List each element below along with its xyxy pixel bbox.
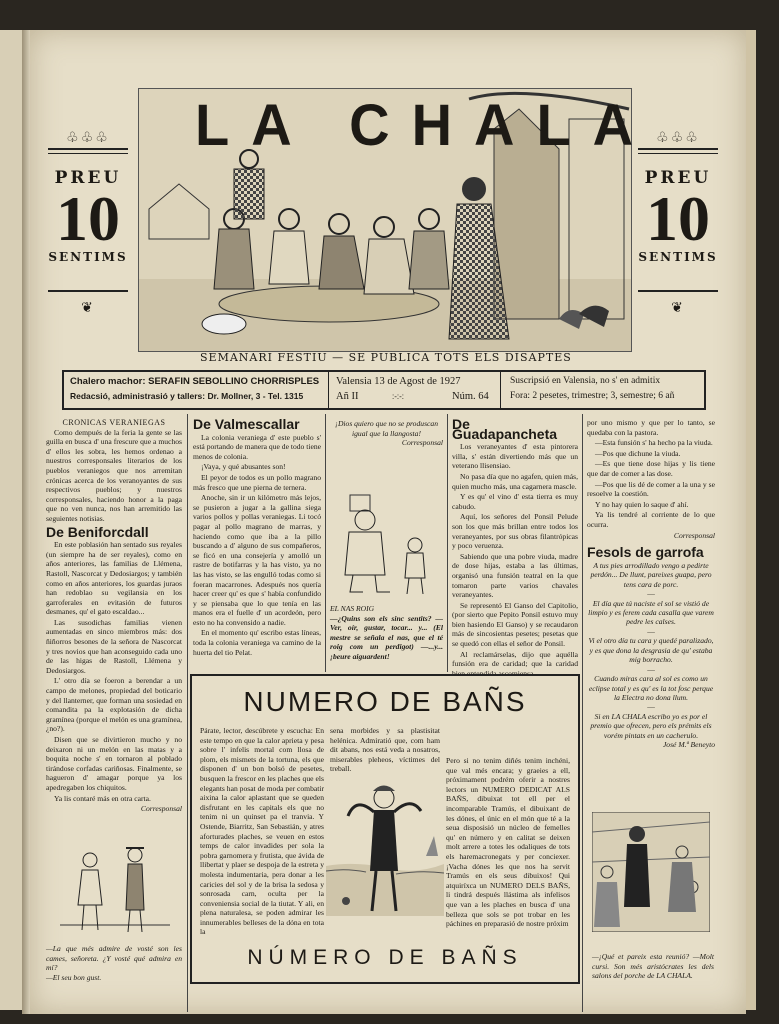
signature: Corresponsal [401, 438, 443, 448]
price-label: PREU [644, 168, 712, 188]
info-bar [62, 370, 706, 410]
poem-stanza: Si en LA CHALA escribo yo es por el premio que ofrecen, pero els prémits els vorém pintats en un cacherulo. [590, 711, 712, 740]
ornament-right: ♧♧♧ [656, 130, 700, 146]
column-2 [193, 416, 321, 658]
cartoon-caption [330, 604, 443, 662]
divider [328, 372, 329, 408]
intro-paragraph: Como dempués de la feria la gente se las guilla en busca d' una frescure que a muchos d' ellos les sobra, les hemos ordenao a nuestros corresponsales literarios de los pueblos veraniegos que nos arremitan crónicas acerca de los veranoyantes de sus respectivos pueblos; y nuestros corresponsales, haciendo honor a la paga que no ven nunca, nos han arremitido las seguientes notisias. [46, 427, 182, 523]
rule-right-bottom [638, 290, 718, 292]
column-rule [187, 414, 188, 1012]
issue-number: Núm. 64 [452, 391, 489, 402]
article-heading: Fesols de garrofa [587, 544, 704, 561]
cartoon-caption: —¡Qué et pareix esta reunió? —Molt cursi. Son més aristócrates les dels salons del porche de LA CHALA. [592, 952, 714, 981]
bathing-issue-ad [190, 674, 580, 984]
separator: :-:-: [392, 392, 404, 401]
column-rule [325, 414, 326, 672]
paragraph: Al reclamárselas, dijo que aquélla funsión era de caridad; que la caridad bien entendida ascomiensa [452, 649, 578, 678]
beach-couple-illustration [60, 830, 170, 940]
ad-right-text: Pero si no tenim diñés tenim inchéni, que val més encara; y graeies a ell, próximament podrém oferir a nostres lectors un NUMERO DEDICAT ALS BAÑS, dibuixat tot ell per el incomparable Tramús, el dibuixant de les dónes, el únic en el món que té a la seua disposisió un núcleo de femelles qu' en número y en calitat se deixen molt arrere a totes les odaliques de tots els haremacronegats y per conciexer. ¡Vacha dónes les que nos ha servit Tramús en els seus dibuixos! Qui atquiríxca un NUMERO DELS BAÑS, li tindrá después llástima als infelisos que van a les plaches en busca d' una belleza que sols se pot trobar en les páchines en preparasió de nostre próxim [446, 756, 570, 929]
ad-title: NUMERO DE BAÑS [243, 686, 527, 717]
signature: Corresponsal [673, 530, 715, 540]
newspaper-page [30, 30, 746, 1014]
paragraph: Ya lis contaré más en otra carta. [54, 793, 151, 803]
poem-stanza: El día que tú naciste el sol se vistió de limpio y es ferem cada casalla que varem pedre les calses. [588, 598, 714, 627]
subscription-line-2: Fora: 2 pesetes, trimestre; 3, semestre; 6 añ [510, 391, 675, 401]
caption-line: —El seu bon gust. [46, 972, 102, 982]
paragraph: Y es qu' el vino d' esta tierra es muy cabudo. [452, 492, 578, 511]
rule-left [48, 148, 128, 154]
paragraph: L' otro día se foeron a berendar a un campo de melones, propiedad del boticario y del llanterner, que forman una sosiedad en comandita pa la explotasión de dicha gramínea (porque el melón es una gramínea, ¿no?). [46, 676, 182, 734]
paragraph: La colonia veraniega d' este pueblo s' está portando de manera que de todo tiene menos de colonia. [193, 432, 321, 461]
column-rule [582, 414, 583, 1012]
bather-illustration [326, 776, 444, 916]
price-label: PREU [54, 168, 122, 188]
cartoon-caption [46, 944, 182, 982]
red-nose-illustration [335, 490, 440, 600]
ornament-right-bottom: ❦ [671, 300, 685, 316]
paragraph: Sabiendo que una pobre viuda, madre de dose hijas, estaba a las últimas, organisó una funsión teatral en la que tomaron parte varios chavales veraneyantes. [452, 551, 578, 600]
closing-line: ¡Dios quiero que no se produscan igual que la llangosta! [334, 419, 438, 438]
article-heading: De Beniforcdall [46, 523, 149, 540]
divider: — [647, 626, 655, 636]
article-heading: De Guadapancheta [452, 416, 558, 442]
caption-title: EL NAS ROIG [330, 604, 375, 613]
paragraph: —Pos que lis dé de comer a la una y se resoelve la coestión. [587, 479, 715, 499]
column-5 [587, 418, 715, 750]
paragraph: —Pos que dichune la viuda. [595, 448, 681, 458]
article-heading: De Valmescallar [193, 416, 300, 432]
price-number: 10 [56, 183, 120, 254]
paragraph: El peyor de todos es un pollo magrano más fresco que une pierna de ternera. [193, 472, 321, 492]
subtitle: SEMANARI FESTIU — SE PUBLICA TOTS ELS DISAPTES [200, 351, 572, 364]
paragraph: Y no hay quien lo saque d' ahí. [595, 499, 689, 509]
caption-text: —¿Quins son els sinc sentits? —Ver, oír, gustar, tocar... y... (El mestre se señala el nas, que el té roig com un perdigot) —...y... ¡beure aiguardent! [330, 613, 443, 661]
rule-left-bottom [48, 290, 128, 292]
price-number: 10 [646, 183, 710, 254]
caption-line: —La que més admire de vosté son les cames, señoreta. ¿Y vosté qué admira en mí? [46, 944, 182, 973]
paragraph: ¡Vaya, y qué abusantes son! [201, 462, 286, 472]
column-rule [447, 414, 448, 672]
address-line: Redacsió, administrasió y tallers: Dr. Mollner, 3 - Tel. 1315 [70, 391, 304, 401]
paragraph: por uno mismo y que per lo tanto, se quedaba con la pastora. [587, 418, 715, 437]
paragraph: —Esta funsión s' ha hecho pa la viuda. [595, 438, 713, 448]
ornament-left: ♧♧♧ [66, 130, 110, 146]
column-1 [46, 418, 182, 814]
price-block-left [48, 168, 128, 264]
column-3 [330, 419, 443, 448]
price-unit: SENTIMS [638, 250, 718, 264]
ornament-left-bottom: ❦ [81, 300, 95, 316]
paragraph: Aquí, los señores del Ponsil Pelude son los que más brillan entre todos los veraneyantes, por sus obras filantrópicas y poco veruenza. [452, 512, 578, 551]
ad-middle-text: sena morbides y sa plastisitat helénica. Admiratió que, com ham dit abans, nos está veda a nosatros, miserables pleheos, víctimes del treball. [330, 726, 440, 774]
paragraph: —Es que tiene dose hijas y lis tiene que dar de comer a las dose. [587, 459, 715, 478]
editor-line: Chalero machor: SERAFIN SEBOLLINO CHORRISPLES [70, 376, 320, 387]
masthead-title: LA CHALA [195, 91, 656, 158]
ad-left-text: Párate, lector, descúbrete y escucha: En este tempo en que la calor aprieta y pesa sobre l' infelis mortal com llosa de plom, els mismets de la tortuna, els que disponen d' un bon bolsó de pesetes, busquen la frescor en les plaches que els elegants han posat de moda per combatir aixina la calor aplastant que se queden disfrutant en les capitals els que no tenim ni un quinset pa el tranvia. Y Ostende, Biarritz, San Sebastián, y atres aforturades plaches, se veuen en estos temps de calor invadides per sola la pobra garnomera y frutista, que ávida de llibertat y plaer se despoja de la estreta y molesta indumentaria, pera donar a les caricies del sol y de la brisa la sedosa y sonrosada carn, oculta per la conveniensia social de la tiutat. Y ali, en plena naturalesa, se poden admirar les innumerables belleses de la dóna en tota la [200, 726, 324, 937]
divider: — [647, 664, 655, 674]
divider [500, 372, 501, 408]
paragraph: Los veraneyantes d' esta pintorera villa, s' están divertiendo más que un veterano llisensiao. [452, 442, 578, 471]
poem-stanza: A tus pies arrodillado vengo a pedirte perdón... De llunt, pareixes guapa, pero tens cara de porc. [590, 560, 712, 589]
paragraph: En este poblasión han sentado sus reyales (un siempre ha de ser reyales), como en años anteriores, las familias de Llémena, Rastoll, Nascorcat y Dedosiargos; y también como en años anteriores, los guardas juraos han redoblao su vegilansia en los garroferales en evitasión de futuros desmanes, qu' el gato escaldao... [46, 540, 182, 617]
poem-stanza: Cuando miras cara al sol es como un eclipse total y es qu' es la tot fosc perque la Electra no dona llum. [588, 674, 714, 702]
poem-stanza: Vi el otro día tu cara y quedé paralizado, y es que dona la desgrasia de qu' estaba mig borracho. [588, 636, 714, 665]
poem-author: José M.ª Beneyto [662, 740, 715, 750]
signature: Corresponsal [140, 804, 182, 814]
paragraph: No pasa día que no agafen, quien más, quien mucho más, una cagarnera mascle. [452, 471, 578, 491]
column-4 [452, 416, 578, 679]
salon-illustration [592, 812, 710, 932]
divider: — [647, 702, 655, 712]
paragraph: Disen que se divirtieron mucho y no deixaron ni un melón en las matas y a boquita noche s' en tornaron al poblado tirándose corfadas cariñosas. Finalmente, se hagueron d' amagar porque ya los apedregaben los chiquitos. [46, 735, 182, 792]
section-title: CRONICAS VERANIEGAS [62, 418, 166, 427]
issue-date: Valensia 13 de Agost de 1927 [336, 376, 461, 387]
divider: — [647, 588, 655, 598]
price-unit: SENTIMS [48, 250, 128, 264]
paragraph: Las susodichas familias vienen aumentadas en sinco miembros más: dos ñiñorros besones de la señora de Nascorcat y tres novios que han aconseguido cada uno de las higas de Rastoll, Llémena y Dedosiargos. [46, 617, 182, 675]
paragraph: En el momento qu' escribo estas líneas, toda la colonia veraniega va camino de la huerta del tio Pelat. [193, 628, 321, 657]
issue-year: Añ II [336, 391, 359, 402]
ad-bottom-title: NÚMERO DE BAÑS [247, 946, 523, 969]
paragraph: Anoche, sin ir un kilómetro más lejos, se pusieron a jugar a la gallina siega varios pollos y pollas veraniegas. Li tocó pagar al pollo magrano de marras, y haciendo como que iba a la pillo buscando a d' alguno de sus compañeros, se ficó en una consejería y amolló un rastre de botifarras y la has visto, ya no las has visto, se las engulló todas como si foeran macarrones. Adespués nos quería hacer creer qu' es que s' había confundido y se piensaba que lo que tenía en las manos era el fuelle d' un acordeón, pero esto no ha convensido a nadie. [193, 493, 321, 627]
paragraph: Se representó El Ganso del Capitolio, (por sierto que Pepito Ponsil estuvo muy bien hasiendo El Ganso) y se recaudaron más de sincosientas pesetes; pesetas que se quedó con ellas el señor de Ponsil. [452, 600, 578, 649]
price-block-right [638, 168, 718, 264]
paragraph: Ya lis tendré al corriente de lo que ocurra. [587, 510, 715, 529]
subscription-line-1: Suscripsió en Valensia, no s' en admitix [510, 376, 661, 386]
